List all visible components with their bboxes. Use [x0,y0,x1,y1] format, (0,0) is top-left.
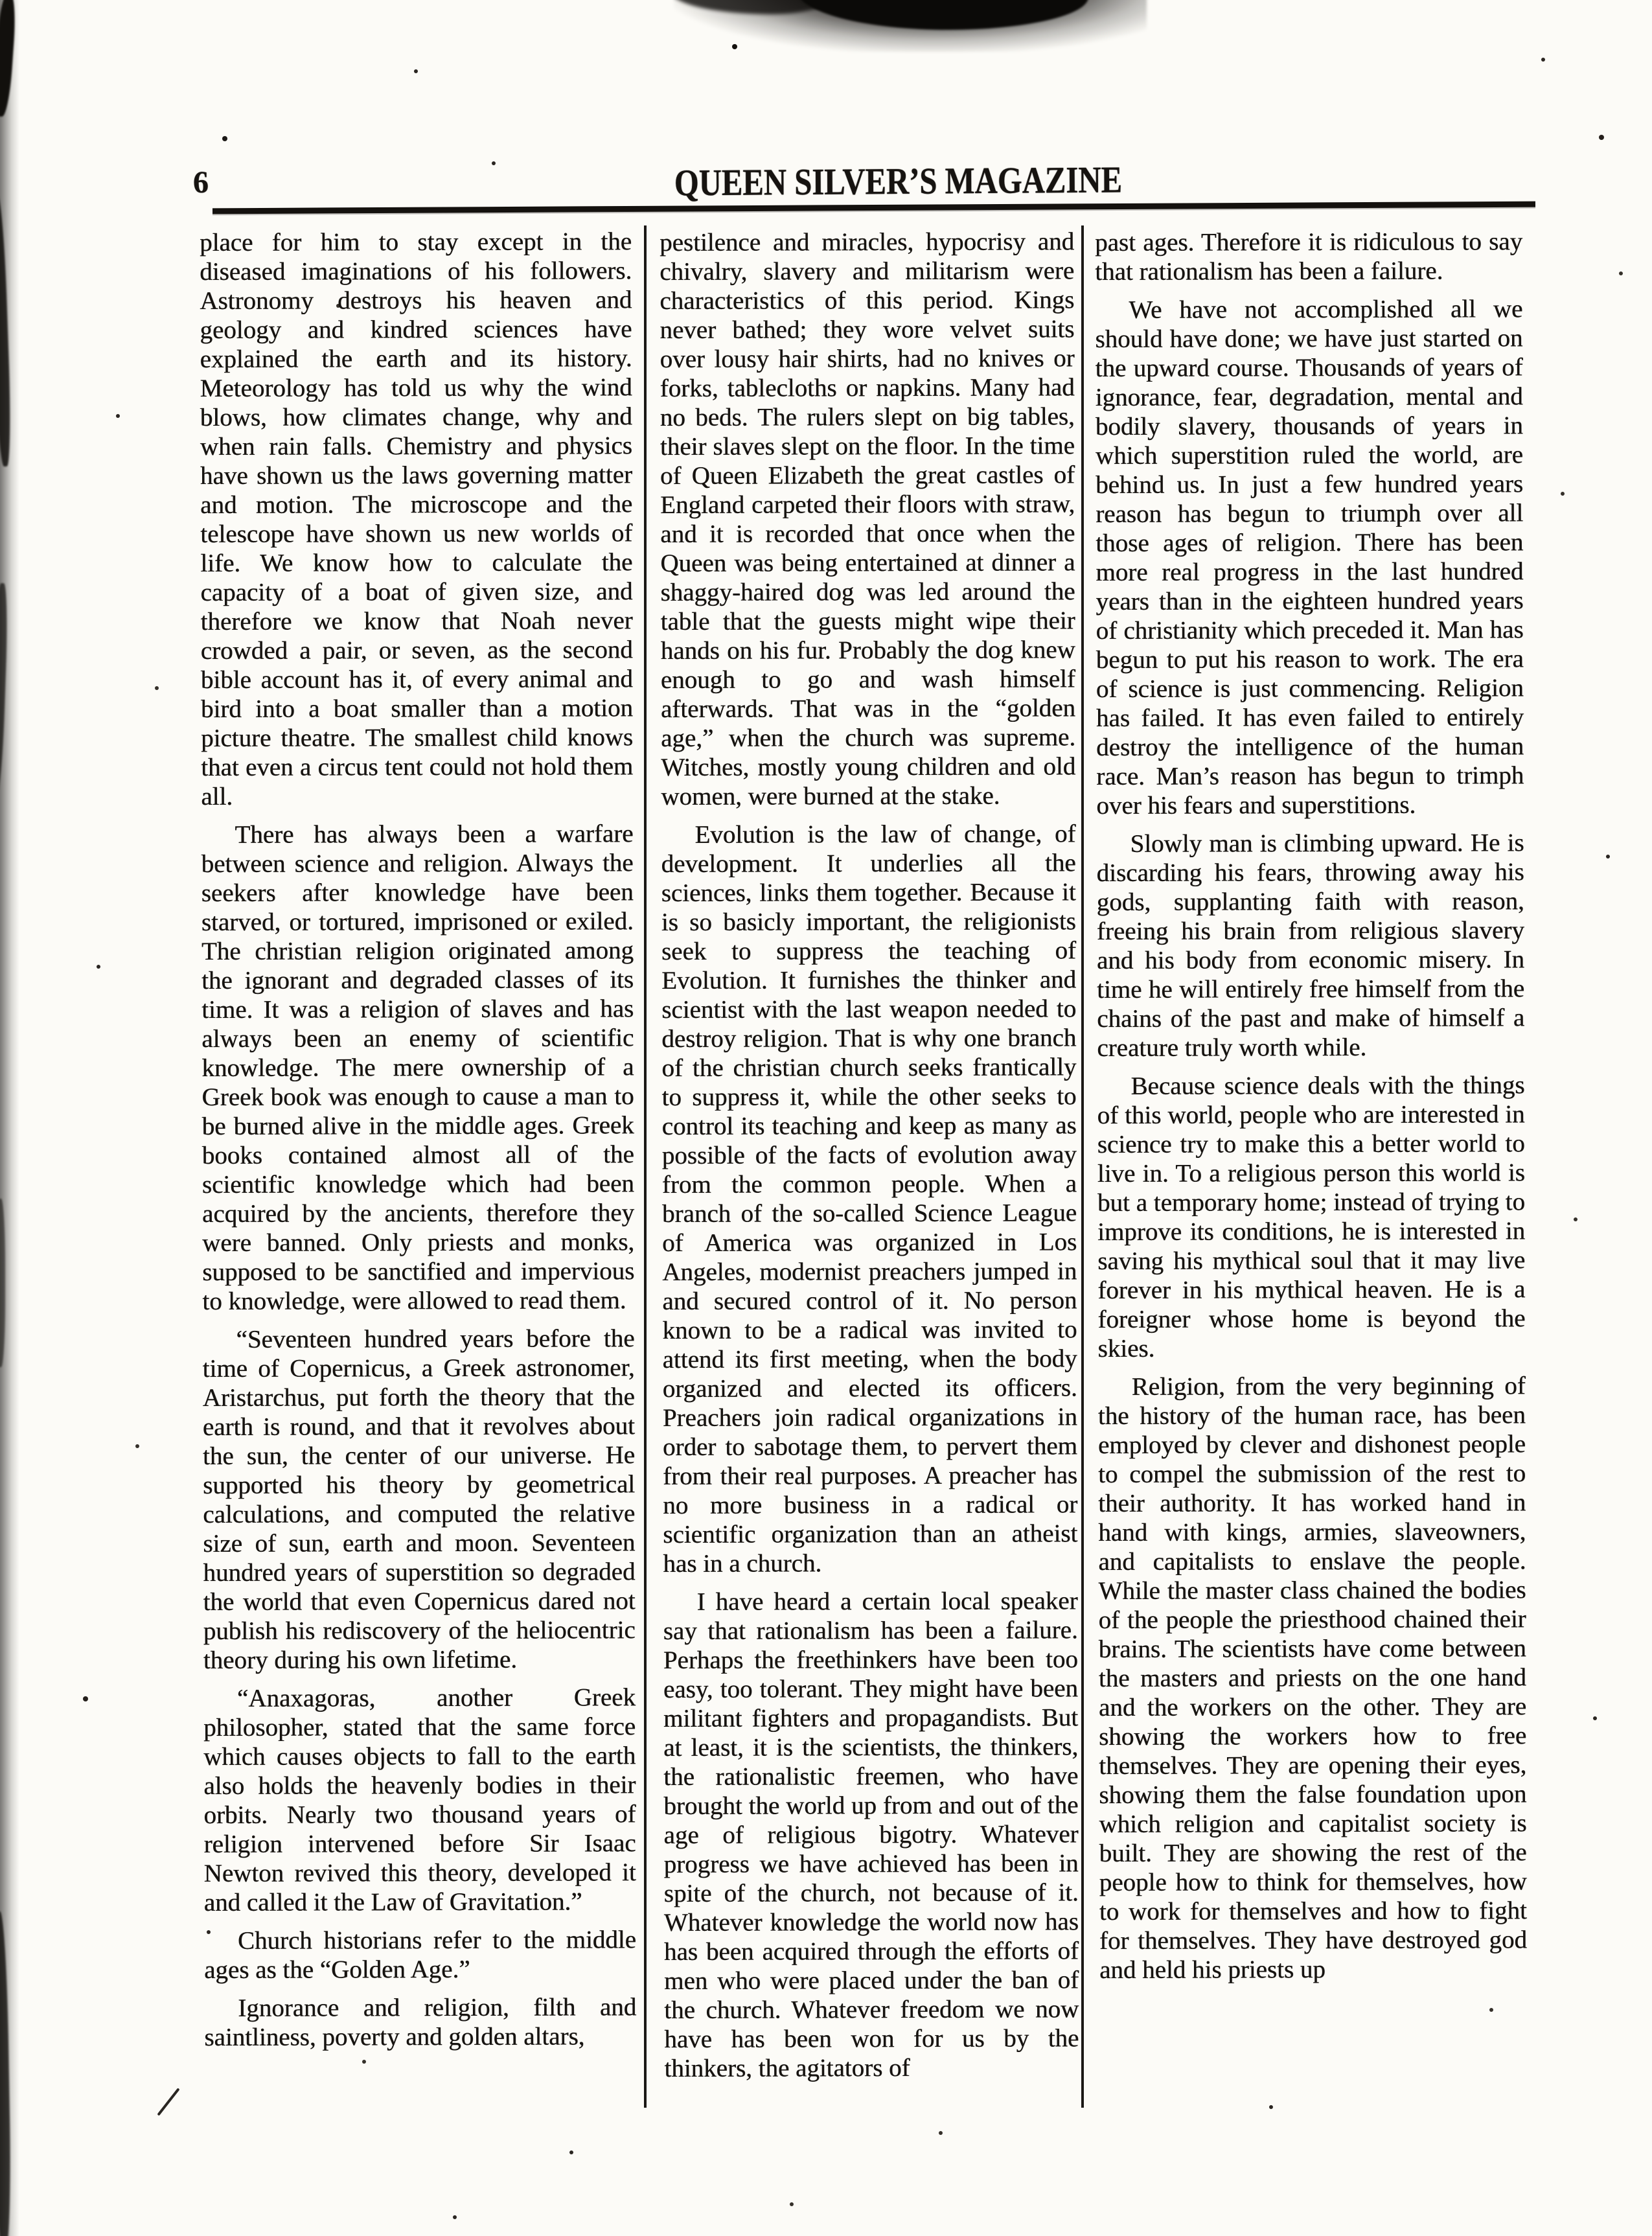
paragraph: place for him to stay except in the diseased imaginations of his followers. Astronomy destroys his heaven and geology and kindred sciences have explained the earth and its history. Meteorology has told us why the wind blows, how climates change, why and when rain falls. Chemistry and physics have shown us the laws governing matter and motion. The microscope and the telescope have shown us new worlds of life. We know how to calculate the capacity of a boat of given size, and therefore we know that Noah never crowded a pair, or seven, as the second bible account has it, of every animal and bird into a boat smaller than a motion picture theatre. The smallest child knows that even a circus tent could not hold them all. [200,227,634,811]
paragraph: “Anaxagoras, another Greek philosopher, stated that the same force which causes objects to fall to the earth also holds the heavenly bodies in their orbits. Nearly two thousand years of religion intervened before Sir Isaac Newton revived this theory, developed it and called it the Law of Gravitation.” [203,1683,636,1917]
masthead [632,159,1130,203]
paragraph: We have not accomplished all we should have done; we have just started on the upward course. Thousands of years of ignorance, fear, degradation, mental and bodily slavery, thousands of years in which superstition ruled the world, are behind us. In just a few hundred years reason has begun to triumph over all those ages of religion. There has been more real progress in the last hundred years than in the eighteen hundred years of christianity which preceded it. Man has begun to put his reason to work. The era of science is just commencing. Religion has failed. It has even failed to entirely destroy the intelligence of the human race. Man’s reason has begun to trimph over his fears and superstitions. [1095,295,1524,820]
paragraph: Evolution is the law of change, of development. It underlies all the sciences, links them together. Because it is so basicly important, the religionists seek to suppress the teaching of Evolution. It furnishes the thinker and scientist with the last weapon needed to destroy religion. That is why one branch of the christian church seeks frantically to suppress it, while the other seeks to control its teaching and keep as many as possible of the facts of evolution away from the common people. When a branch of the so-called Science League of America was organized in Los Angeles, modernist preachers jumped in and secured control of it. No person known to be a radical was invited to attend its first meeting, when the body organized and elected its officers. Preachers join radical organizations in order to sabotage them, to pervert them from their real purposes. A preacher has no more business in a radical or scientific organization than an atheist has in a church. [661,820,1078,1578]
paragraph: Church historians refer to the middle ages as the “Golden Age.” [203,1926,636,1984]
column-2 [660,227,1079,2083]
paragraph: Slowly man is climbing upward. He is discarding his fears, throwing away his gods, supplanting faith with reason, freeing his brain from religious slavery and his body from economic misery. In time he will entirely free himself from the chains of the past and make of himself a creature truly worth while. [1096,829,1525,1062]
column-1 [200,227,636,2052]
paragraph: “Seventeen hundred years before the time of Copernicus, a Greek astronomer, Aristarchus, put forth the theory that the earth is round, and that it revolves about the sun, the center of our universe. He supported his theory by geometrical calculations, and computed the relative size of sun, earth and moon. Seventeen hundred years of superstition so degraded the world that even Copernicus dared not publish his rediscovery of the heliocentric theory during his own lifetime. [202,1324,636,1674]
paper-speckles [0,0,3,3]
page-number: 6 [192,165,209,200]
paragraph: past ages. Therefore it is ridiculous to say that rationalism has been a failure. [1095,227,1523,286]
column-divider-right [1081,225,1084,2108]
column-divider-left [644,225,647,2108]
pen-slash-mark [157,2088,179,2115]
paragraph: pestilence and miracles, hypocrisy and chivalry, slavery and militarism were characteristics of this period. Kings never bathed; they wore velvet suits over lousy hair shirts, had no knives or forks, tablecloths or napkins. Many had no beds. The rulers slept on big tables, their slaves slept on the floor. In the time of Queen Elizabeth the great castles of England carpeted their floors with straw, and it is recorded that once when the Queen was being entertained at dinner a shaggy-haired dog was led around the table that the guests might wipe their hands on his fur. Probably the dog knew enough to go and wash himself afterwards. That was in the “golden age,” when the church was supreme. Witches, mostly young children and old women, were burned at the stake. [660,227,1076,811]
column-3 [1095,227,1527,1985]
paragraph: Because science deals with the things of this world, people who are interested in science try to make this a better world to live in. To a religious person this world is but a temporary home; instead of trying to improve its conditions, he is interested in saving his mythical soul that it may live forever in his mythical heaven. He is a foreigner whose home is beyond the skies. [1097,1071,1526,1363]
magazine-title: QUEEN SILVER’S MAGAZINE [674,158,1123,204]
paragraph: Ignorance and religion, filth and saintliness, poverty and golden altars, [204,1993,637,2051]
paragraph: I have heard a certain local speaker say that rationalism has been a failure. Perhaps the freethinkers have been too easy, too tolerant. They might have been militant fighters and propagandists. But at least, it is the scientists, the thinkers, the rationalistic freemen, who have brought the world up from and out of the age of religious bigotry. Whatever progress we have achieved has been in spite of the church, not because of it. Whatever knowledge the world now has has been acquired through the efforts of men who were placed under the ban of the church. Whatever freedom we now have has been won for us by the thinkers, the agitators of [663,1587,1079,2082]
paragraph: Religion, from the very beginning of the history of the human race, has been employed by clever and dishonest people to compel the submission of the rest to their authority. It has worked hand in hand with kings, armies, slaveowners, and capitalists to enslave the people. While the master class chained the bodies of the people the priesthood chained their brains. The scientists have come between the masters and priests on the one hand and the workers on the other. They are showing the workers how to free themselves. They are opening their eyes, showing them the false foundation upon which religion and capitalist society is built. They are showing the rest of the people how to think for themselves, how to work for themselves and how to fight for themselves. They have destroyed god and held his priests up [1097,1372,1527,1984]
paragraph: There has always been a warfare between science and religion. Always the seekers after knowledge have been starved, or tortured, imprisoned or exiled. The christian religion originated among the ignorant and degraded classes of its time. It was a religion of slaves and has always been an enemy of scientific knowledge. The mere ownership of a Greek book was enough to cause a man to be burned alive in the middle ages. Greek books contained almost all of the scientific knowledge which had been acquired by the ancients, therefore they were banned. Only priests and monks, supposed to be sanctified and impervious to knowledge, were allowed to read them. [201,820,635,1315]
header-rule [212,202,1535,214]
